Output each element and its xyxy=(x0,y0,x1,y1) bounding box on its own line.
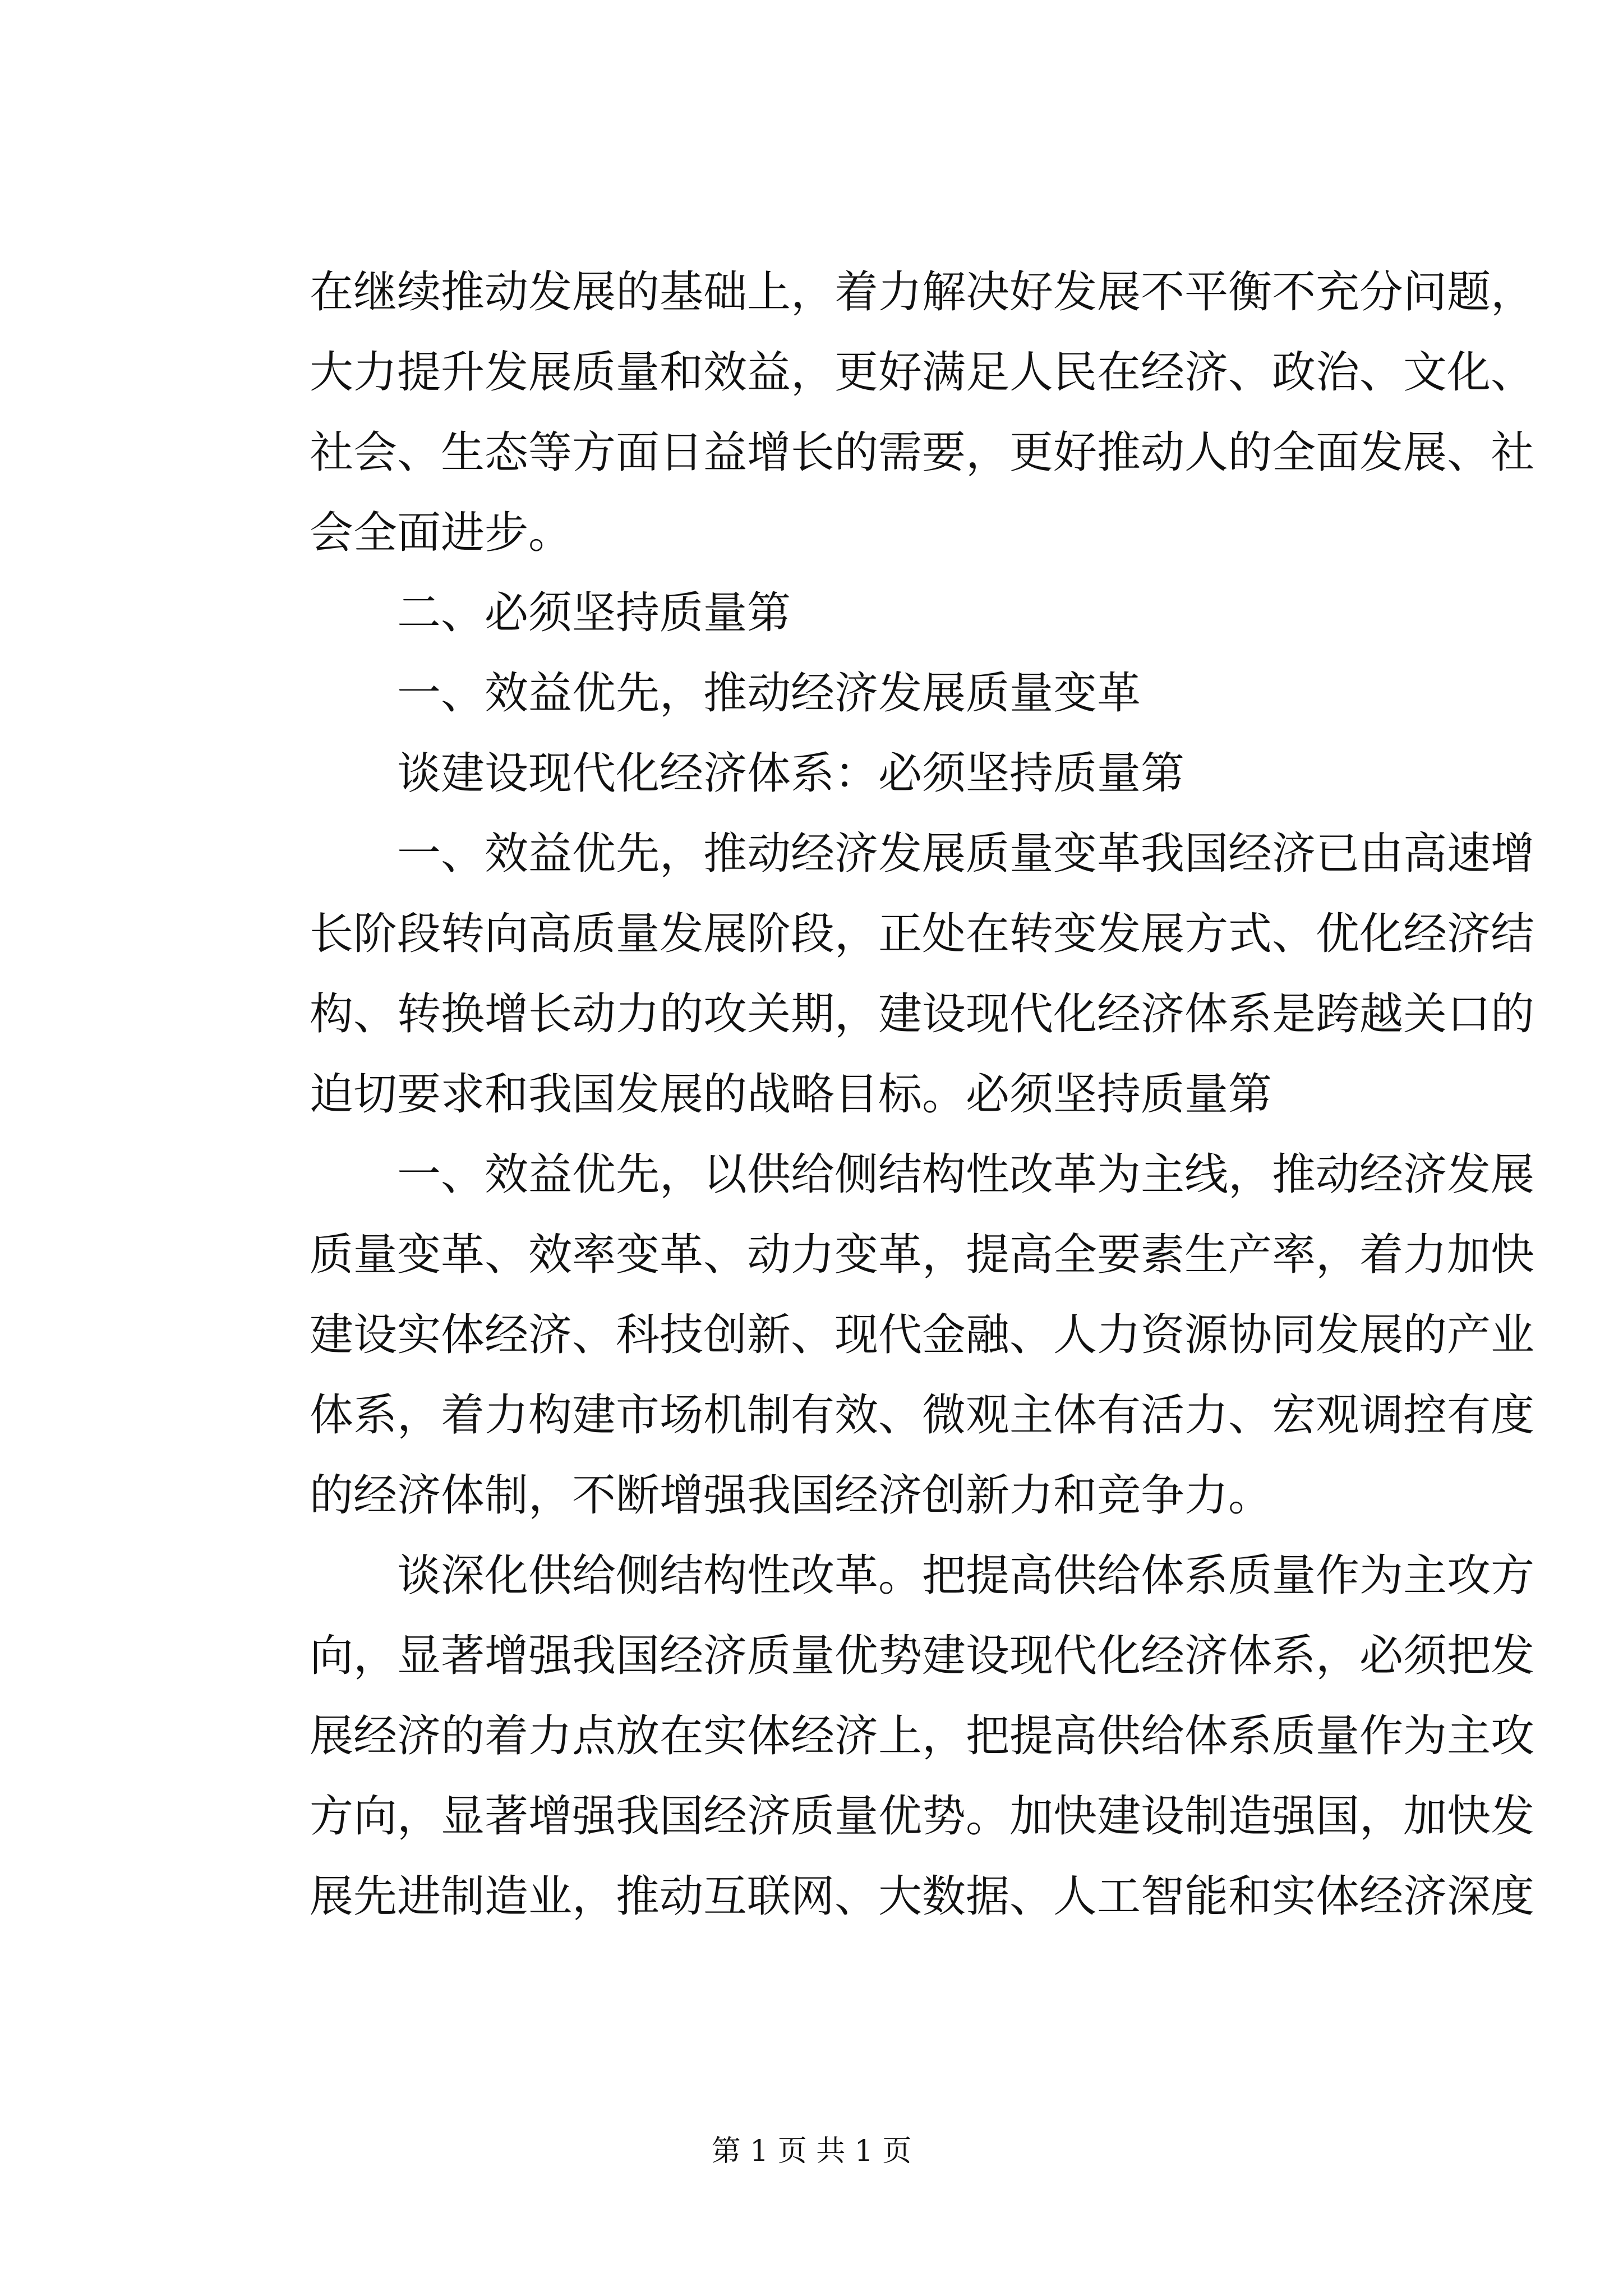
paragraph-line: 长阶段转向高质量发展阶段，正处在转变发展方式、优化经济结 xyxy=(310,909,1535,959)
paragraph-line: 二、必须坚持质量第 xyxy=(397,588,791,638)
paragraph-line: 的经济体制，不断增强我国经济创新力和竞争力。 xyxy=(310,1470,1272,1521)
paragraph-line: 一、效益优先，以供给侧结构性改革为主线，推动经济发展 xyxy=(397,1149,1535,1200)
document-body xyxy=(310,252,1535,1937)
paragraph-line: 迫切要求和我国发展的战略目标。必须坚持质量第 xyxy=(310,1069,1272,1120)
page-footer: 第 1 页 共 1 页 xyxy=(711,2134,912,2168)
paragraph-line: 构、转换增长动力的攻关期，建设现代化经济体系是跨越关口的 xyxy=(310,989,1535,1039)
paragraph-line: 在继续推动发展的基础上，着力解决好发展不平衡不充分问题， xyxy=(310,267,1535,318)
paragraph-line: 展先进制造业，推动互联网、大数据、人工智能和实体经济深度 xyxy=(310,1871,1535,1922)
paragraph-line: 向，显著增强我国经济质量优势建设现代化经济体系，必须把发 xyxy=(310,1631,1535,1681)
paragraph-line: 方向，显著增强我国经济质量优势。加快建设制造强国，加快发 xyxy=(310,1791,1535,1842)
paragraph-line: 一、效益优先，推动经济发展质量变革 xyxy=(397,668,1141,719)
paragraph-line: 建设实体经济、科技创新、现代金融、人力资源协同发展的产业 xyxy=(310,1310,1535,1360)
paragraph-line: 展经济的着力点放在实体经济上，把提高供给体系质量作为主攻 xyxy=(310,1711,1535,1761)
paragraph-line: 体系，着力构建市场机制有效、微观主体有活力、宏观调控有度 xyxy=(310,1390,1535,1441)
paragraph-line: 会全面进步。 xyxy=(310,508,573,558)
paragraph-line: 社会、生态等方面日益增长的需要，更好推动人的全面发展、社 xyxy=(310,427,1535,478)
paragraph-line: 谈深化供给侧结构性改革。把提高供给体系质量作为主攻方 xyxy=(397,1550,1535,1601)
paragraph-line: 谈建设现代化经济体系：必须坚持质量第 xyxy=(397,748,1185,799)
paragraph-line: 质量变革、效率变革、动力变革，提高全要素生产率，着力加快 xyxy=(310,1230,1535,1280)
paragraph-line: 一、效益优先，推动经济发展质量变革我国经济已由高速增 xyxy=(397,829,1535,879)
paragraph-line: 大力提升发展质量和效益，更好满足人民在经济、政治、文化、 xyxy=(310,347,1535,398)
